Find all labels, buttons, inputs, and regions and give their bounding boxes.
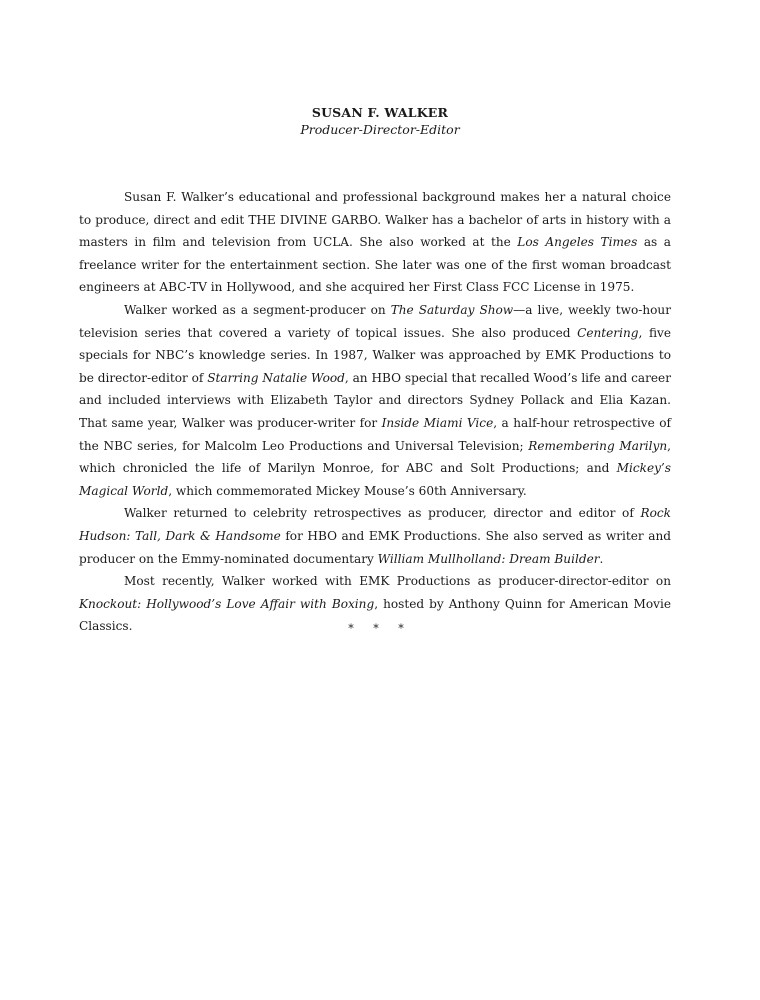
bio-paragraph (79, 502, 671, 570)
italic-title-text: The Saturday Show (390, 302, 514, 317)
italic-title-text: Inside Miami Vice (381, 415, 494, 430)
paragraph-text: . (599, 551, 604, 566)
italic-title-text: Knockout: Hollywood’s Love Affair with Boxing (79, 596, 375, 611)
paragraph-text: Most recently, Walker worked with EMK Productions as producer-director-editor on (124, 574, 671, 589)
bio-header (0, 104, 760, 138)
bio-paragraph (79, 299, 671, 502)
paragraph-text: as a freelance writer for the entertainment section. She later was one of the first woman broadcast engineers at ABC-TV in Hollywood, and she acquired her First Class FCC License in 1975. (79, 235, 671, 295)
italic-title-text: Remembering Marilyn (528, 438, 668, 453)
paragraph-text: , five specials for NBC’s knowledge series. In 1987, Walker was approached by EMK Productions to be director-editor of (79, 325, 671, 385)
paragraph-text: for HBO and EMK Productions. She also served as writer and producer on the Emmy-nominated documentary (79, 528, 671, 566)
person-name: SUSAN F. WALKER (311, 105, 449, 120)
paragraph-text: Walker returned to celebrity retrospectives as producer, director and editor of (124, 506, 641, 521)
bio-body (79, 186, 671, 638)
person-role: Producer-Director-Editor (300, 122, 460, 137)
italic-title-text: Mickey’s Magical World (79, 461, 671, 498)
paragraph-text: , hosted by Anthony Quinn for American Movie Classics. (79, 596, 671, 634)
italic-title-text: Starring Natalie Wood (207, 370, 345, 385)
paragraph-text: , an HBO special that recalled Wood’s life and career and included interviews with Elizabeth Taylor and directors Sydney Pollack and Elia Kazan. That same year, Walker was producer-writer for (79, 370, 671, 430)
paragraph-text: , which chronicled the life of Marilyn Monroe, for ABC and Solt Productions; and (79, 438, 671, 476)
italic-title-text: William Mullholland: Dream Builder (377, 551, 600, 566)
paragraph-text: Susan F. Walker’s educational and professional background makes her a natural choice to produce, direct and edit THE DIVINE GARBO. Walker has a bachelor of arts in history with a masters in film and television from UCLA. She also worked at the (79, 190, 671, 250)
italic-title-text: Rock Hudson: Tall, Dark & Handsome (79, 506, 671, 543)
paragraph-text: , which commemorated Mickey Mouse’s 60th Anniversary. (168, 483, 527, 498)
italic-title-text: Los Angeles Times (517, 235, 638, 250)
paragraph-text: , a half-hour retrospective of the NBC series, for Malcolm Leo Productions and Universal Television; (79, 415, 671, 453)
section-divider: * * * (348, 622, 412, 635)
bio-paragraph (79, 186, 671, 299)
paragraph-text: Walker worked as a segment-producer on (124, 302, 391, 317)
paragraph-text: —a live, weekly two-hour television series that covered a variety of topical issues. She also produced (79, 302, 671, 340)
italic-title-text: Centering (577, 325, 639, 340)
